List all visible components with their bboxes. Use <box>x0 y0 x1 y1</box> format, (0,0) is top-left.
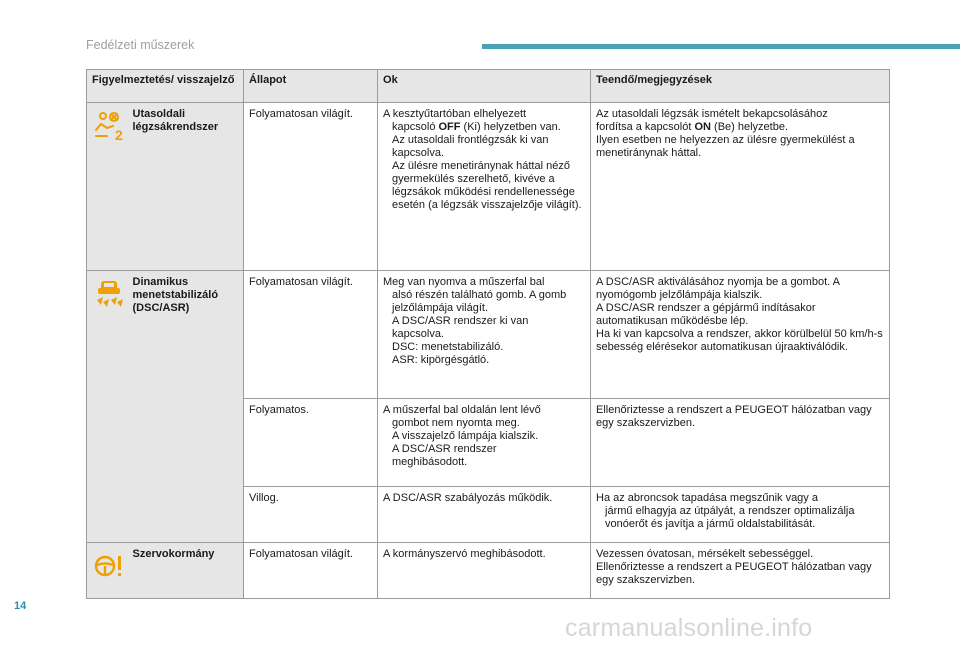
cause-line: A DSC/ASR rendszer <box>392 443 497 455</box>
cause-cell <box>378 103 591 271</box>
action-cell <box>591 543 890 599</box>
indicator-name: Utasoldali légzsákrendszer <box>131 103 244 271</box>
cause-line: Az utasoldali frontlégzsák ki van kapcsolva. <box>392 134 549 159</box>
cause-cell <box>378 271 591 399</box>
cause-line: kapcsolva. <box>392 328 444 340</box>
action-cell <box>591 103 890 271</box>
cause-line: A DSC/ASR rendszer ki van <box>392 315 529 327</box>
action-cell <box>591 271 890 399</box>
passenger-airbag-off-icon <box>93 110 131 142</box>
cause-line: A műszerfal bal oldalán lent lévő <box>383 404 541 416</box>
cause-line: alsó részén található gomb. A gomb jelzőlámpája világít. <box>392 289 567 314</box>
cause-line: Az ülésre menetiránynak háttal néző gyermekülés szerelhető, kivéve a légzsákok működési rendellenessége esetén (a légzsák visszajelzője világít). <box>392 160 582 211</box>
indicator-icon-cell <box>87 543 131 599</box>
cause-line: DSC: menetstabilizáló. <box>392 341 504 353</box>
column-header-cause: Ok <box>378 70 591 103</box>
header-accent-bar <box>482 44 960 49</box>
action-line: Vezessen óvatosan, mérsékelt sebességgel. <box>596 548 814 560</box>
action-line: A DSC/ASR aktiválásához nyomja be a gombot. A nyomógomb jelzőlámpája kialszik. <box>596 276 840 301</box>
cause-line: A kormányszervó meghibásodott. <box>383 548 546 560</box>
table-row <box>87 543 890 599</box>
cause-line: A visszajelző lámpája kialszik. <box>392 430 539 442</box>
cause-line: ASR: kipörgésgátló. <box>392 354 490 366</box>
indicator-icon-cell <box>87 103 131 271</box>
column-header-state: Állapot <box>244 70 378 103</box>
cause-line: A DSC/ASR szabályozás működik. <box>383 492 553 504</box>
indicator-name: Dinamikus menetstabilizáló (DSC/ASR) <box>131 271 244 543</box>
state-cell: Villog. <box>244 487 378 543</box>
page-section-title: Fedélzeti műszerek <box>86 38 195 52</box>
watermark: carmanualsonline.info <box>565 614 813 642</box>
action-cell <box>591 399 890 487</box>
action-line: Ha az abroncsok tapadása megszűnik vagy a <box>596 492 818 504</box>
power-steering-icon <box>93 550 131 582</box>
action-line: fordítsa a kapcsolót ON (Be) helyzetbe. <box>596 121 789 133</box>
action-line: Ellenőriztesse a rendszert a PEUGEOT hálózatban vagy egy szakszervizben. <box>596 404 872 429</box>
action-line: Ellenőriztesse a rendszert a PEUGEOT hálózatban vagy egy szakszervizben. <box>596 561 872 586</box>
warning-lights-table <box>86 69 890 599</box>
action-cell <box>591 487 890 543</box>
cause-cell <box>378 399 591 487</box>
action-line: Ha ki van kapcsolva a rendszer, akkor körülbelül 50 km/h-s sebesség elérésekor automatikusan újraaktiválódik. <box>596 328 883 353</box>
state-cell: Folyamatosan világít. <box>244 271 378 399</box>
cause-cell <box>378 543 591 599</box>
action-line: jármű elhagyja az útpályát, a rendszer optimalizálja vonóerőt és javítja a jármű oldalstabilitását. <box>605 505 855 530</box>
svg-text:2: 2 <box>115 127 123 142</box>
table-row <box>87 103 890 271</box>
cause-line: gombot nem nyomta meg. <box>392 417 520 429</box>
action-line: Az utasoldali légzsák ismételt bekapcsolásához <box>596 108 828 120</box>
indicator-name: Szervokormány <box>131 543 244 599</box>
column-header-indicator: Figyelmeztetés/ visszajelző <box>87 70 244 103</box>
action-line: A DSC/ASR rendszer a gépjármű indításakor automatikusan működésbe lép. <box>596 302 816 327</box>
table-row <box>87 271 890 399</box>
column-header-action: Teendő/megjegyzések <box>591 70 890 103</box>
cause-cell <box>378 487 591 543</box>
cause-line: kapcsoló OFF (Ki) helyzetben van. <box>392 121 561 133</box>
page-number: 14 <box>14 600 27 612</box>
table-header-row <box>87 70 890 103</box>
dsc-asr-icon <box>93 278 131 310</box>
cause-line: A kesztyűtartóban elhelyezett <box>383 108 527 120</box>
cause-line: meghibásodott. <box>392 456 468 468</box>
action-line: Ilyen esetben ne helyezzen az ülésre gyermekülést a menetiránynak háttal. <box>596 134 855 159</box>
state-cell: Folyamatosan világít. <box>244 103 378 271</box>
state-cell: Folyamatosan világít. <box>244 543 378 599</box>
indicator-icon-cell <box>87 271 131 543</box>
state-cell: Folyamatos. <box>244 399 378 487</box>
cause-line: Meg van nyomva a műszerfal bal <box>383 276 545 288</box>
